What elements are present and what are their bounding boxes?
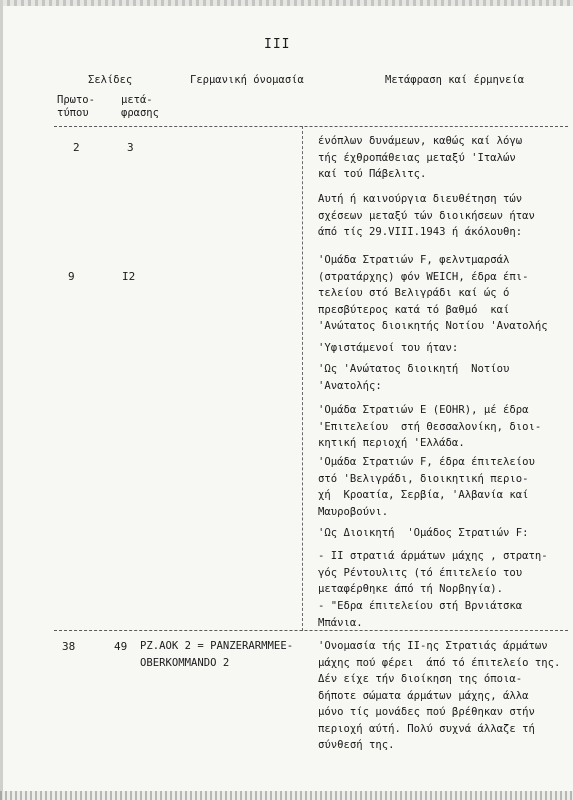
header-divider <box>54 126 568 127</box>
translation-paragraph-3: 'Ομάδα Στρατιών F, φελντμαρσάλ (στρατάρχης) φόν WEICH, έδρα έπι- τελείου στό Βελιγράδι καί ώς ό πρεσβύτερος κατά τό βαθμό καί 'Ανώτατος διοικητής Νοτίου 'Ανατολής <box>318 254 548 332</box>
translation-paragraph-10: - "Εδρα έπιτελείου στή Βρνιάτσκα Μπάνια. <box>318 600 523 629</box>
scan-edge-top <box>0 0 573 6</box>
column-divider <box>302 126 303 631</box>
header-german-name: Γερμανική όνομασία <box>190 74 304 86</box>
row-3-original-page: 38 <box>62 640 76 653</box>
scan-edge-left <box>0 0 3 800</box>
translation-paragraph-1: ένόπλων δυνάμεων, καθώς καί λόγω τής έχθροπάθειας μεταξύ 'Ιταλών καί τού Πάβελιτς. <box>318 135 523 180</box>
row-3-german-name: PZ.AOK 2 = PANZERARMMEE- OBERKOMMANDO 2 <box>140 640 294 669</box>
translation-paragraph-7: 'Ομάδα Στρατιών F, έδρα έπιτελείου στό 'Βελιγράδι, διοικητική περιο- χή Κροατία, Σερβία, 'Αλβανία καί Μαυροβούνι. <box>318 456 535 518</box>
translation-paragraph-4: 'Υφιστάμενοί του ήταν: <box>318 342 459 354</box>
header-original-pages: Πρωτο- τύπου <box>57 94 95 119</box>
translation-paragraph-11: 'Ονομασία τής II-ης Στρατιάς άρμάτων μάχης πού φέρει άπό τό έπιτελείο της. Δέν είχε τήν διοίκηση της όποια- δήποτε σώματα άρμάτων μάχης, άλλα μόνο τίς μονάδες πού βρέθηκαν στήν περιοχή αύτή. Πολύ συχνά άλλαζε τή σύνθεσή της. <box>318 640 561 751</box>
row-2-translation-page: I2 <box>122 270 136 283</box>
row-3-translation-page: 49 <box>114 640 128 653</box>
translation-paragraph-5: 'Ως 'Ανώτατος διοικητή Νοτίου 'Ανατολής: <box>318 363 510 392</box>
row-2-original-page: 9 <box>68 270 75 283</box>
scan-edge-bottom <box>0 791 573 800</box>
header-translation-pages: μετά- φρασης <box>121 94 159 119</box>
row-1-original-page: 2 <box>73 141 80 154</box>
translation-paragraph-9: - II στρατιά άρμάτων μάχης , στρατη- γός Ρέντουλιτς (τό έπιτελείο του μεταφέρθηκε άπό τή Νορβηγία). <box>318 550 548 595</box>
header-pages: Σελίδες <box>88 74 133 86</box>
page-number: III <box>264 37 291 52</box>
header-translation: Μετάφραση καί έρμηνεία <box>385 74 525 86</box>
translation-paragraph-8: 'Ως Διοικητή 'Ομάδος Στρατιών F: <box>318 527 529 539</box>
translation-paragraph-6: 'Ομάδα Στρατιών Ε (ΕΟHR), μέ έδρα 'Επιτελείου στή Θεσσαλονίκη, διοι- κητική περιοχή 'Ελλάδα. <box>318 404 542 449</box>
row-1-translation-page: 3 <box>127 141 134 154</box>
translation-paragraph-2: Αυτή ή καινούργια διευθέτηση τών σχέσεων μεταξύ τών διοικήσεων ήταν άπό τίς 29.VIII.1943 ή άκόλουθη: <box>318 193 535 238</box>
